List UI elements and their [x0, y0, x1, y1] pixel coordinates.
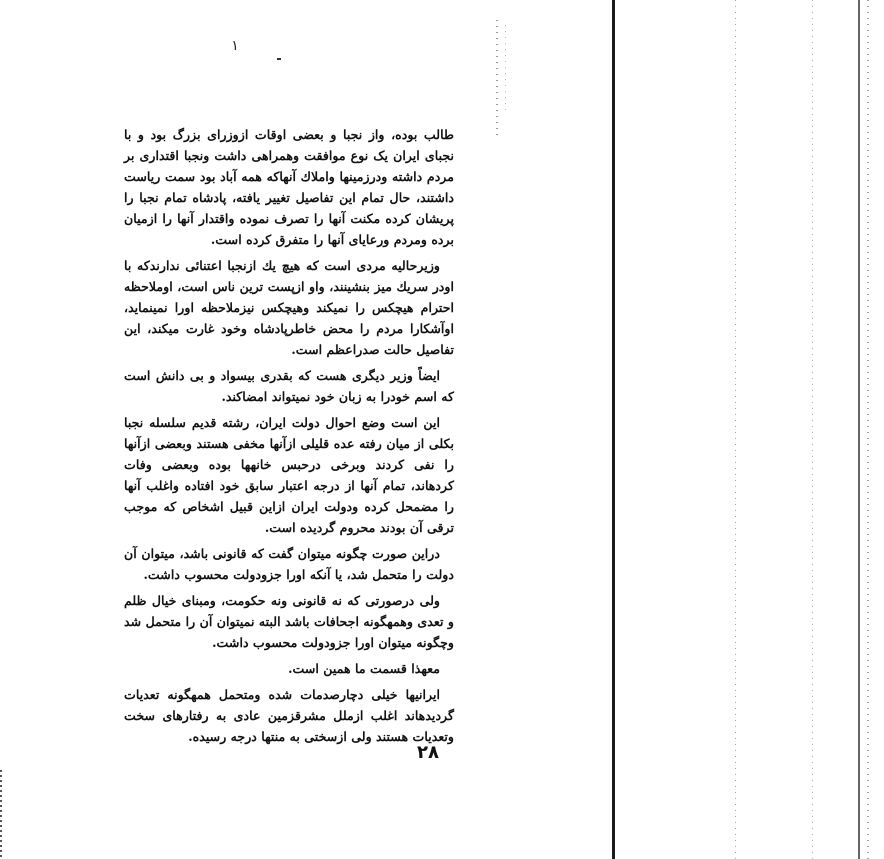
scan-right-bar — [858, 0, 860, 859]
page-edge-line — [612, 0, 615, 859]
top-page-mark: ١ — [231, 38, 239, 54]
paragraph-2: وزیرحالیه مردی است كه هیچ یك ازنجبا اعتنائی ندارندكه با اودر سریك میز بنشینند، واو ازپست ترین ناس است، اوملاحظه احترام هیچكس را نمیكند وهیچكس نیزملاحظه اورا نمینماید، اوآشكارا مردم را محض خاطرپادشاه وخود غارت میكند، این تفاصیل حالت صدراعظم است. — [124, 258, 454, 357]
paragraph-3: ایضاً وزیر دیگری هست كه بقدری بیسواد و بی دانش است كه اسم خودرا به زبان خود نمیتواند امضاكند. — [124, 368, 454, 404]
paragraph-8: ایرانیها خیلی دچارصدمات شده ومتحمل همهگونه تعدیات گردیدهاند اغلب ازملل مشرقزمین عادی به رفتارهای سخت وتعدیات هستند ولی ازسختی به منتها درجه رسیده. — [124, 687, 454, 744]
paragraph-5: دراین صورت چگونه میتوان گفت كه قانونی باشد، میتوان آن دولت را متحمل شد، یا آنكه اورا جزودولت محسوب داشت. — [124, 546, 454, 582]
page-number: ۲۸ — [417, 742, 439, 763]
paragraph-4: این است وضع احوال دولت ایران، رشته قدیم سلسله نجبا بكلی از میان رفته عده قلیلی ازآنها مخفی هستند وبعضی ازآنها را نفی كردند وبرخی درحبس خانهها بوده وبعضی وفات كردهاند، تمام آنها از درجه اعتبار سابق خود افتاده واغلب آنها را مضمحل كرده ودولت ایران ازاین قبیل اشخاص كه موجب ترقی آن بودند محروم گردیده است. — [124, 415, 454, 535]
paragraph-7: معهذا قسمت ما همین است. — [288, 661, 440, 676]
top-dot-mark — [277, 58, 281, 60]
paragraph-6: ولی درصورتی كه نه قانونی ونه حكومت، ومبنای خیال ظلم و تعدی وهمهگونه اجحافات باشد البته نمیتوان آن را متحمل شد وچگونه میتوان اورا جزودولت محسوب داشت. — [124, 593, 454, 650]
text-block — [124, 124, 454, 752]
scan-speckle-band — [735, 0, 736, 859]
scan-speckle-band — [812, 0, 813, 859]
scan-left-smudge — [0, 770, 2, 859]
scan-speckle-band — [496, 20, 498, 140]
paragraph-1: طالب بوده، واز نجبا و بعضی اوقات ازوزرای بزرگ بود و با نجبای ایران یک نوع موافقت وهمراهی داشت ونجبا اقتداری بر مردم داشته ودرزمینها واملاك آنهاكه همه آباد بود سمت ریاست داشتند، حال تمام این تفاصیل تغییر یافته، پادشاه تمام نجبا را پریشان كرده مكنت آنها را تصرف نموده واقتدار آنها را ازمیان برده ومردم ورعایای آنها را متفرق كرده است. — [124, 127, 454, 247]
scan-speckle-band — [505, 25, 506, 115]
scan-speckle-band — [867, 0, 869, 859]
